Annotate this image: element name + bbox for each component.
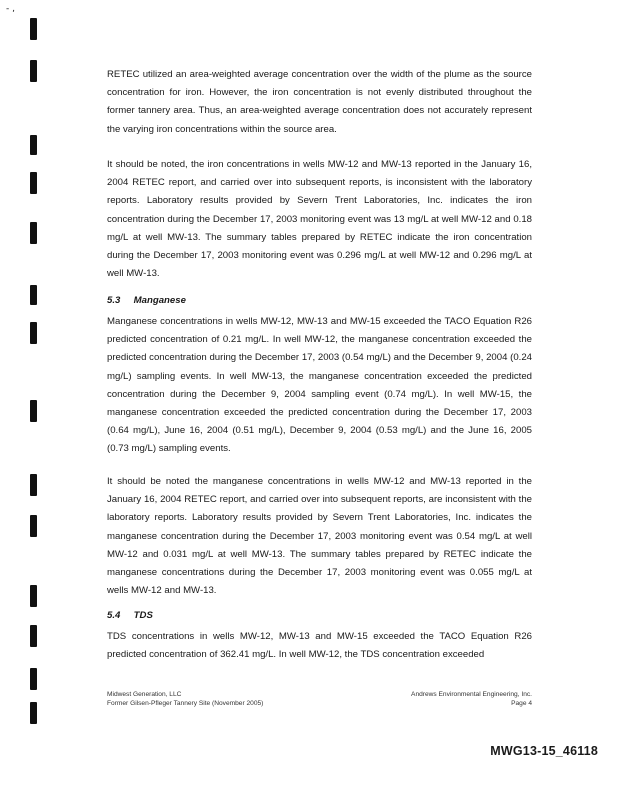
footer-page-number: Page 4 (511, 700, 532, 707)
footer-firm: Andrews Environmental Engineering, Inc. (411, 691, 532, 698)
footer-right (411, 690, 532, 708)
heading-manganese (107, 295, 186, 306)
binding-mark (30, 222, 37, 244)
binding-mark (30, 172, 37, 194)
binding-mark (30, 322, 37, 344)
binding-mark (30, 285, 37, 305)
binding-mark (30, 702, 37, 724)
paragraph-iron-inconsistency: It should be noted, the iron concentrations in wells MW-12 and MW-13 reported in the January 16, 2004 RETEC report, and carried over into subsequent reports, is inconsistent with the laboratory reports. Laboratory results provided by Severn Trent Laboratories, Inc. indicates the iron concentration during the December 17, 2003 monitoring event was 13 mg/L at well MW-12 and 0.18 mg/L at well MW-13. The summary tables prepared by RETEC indicate the iron concentration during the December 17, 2003 monitoring event was 0.296 mg/L at well MW-12 and 0.296 mg/L at well MW-13. (107, 159, 532, 280)
paragraph-manganese-exceedance: Manganese concentrations in wells MW-12, MW-13 and MW-15 exceeded the TACO Equation R26 predicted concentration of 0.21 mg/L. In well MW-12, the manganese concentration exceeded the predicted concentration during the December 17, 2003 (0.54 mg/L) and the December 9, 2004 (0.24 mg/L) sampling events. In well MW-13, the manganese concentration exceeded the predicted concentration during the December 9, 2004 sampling event (0.74 mg/L). In well MW-15, the manganese concentration exceeded the predicted concentration during the December 17, 2003 (0.64 mg/L), June 16, 2004 (0.51 mg/L), December 9, 2004 (0.53 mg/L) and the June 16, 2005 (0.73 mg/L) sampling events. (107, 316, 532, 455)
paragraph-manganese-inconsistency: It should be noted the manganese concentrations in wells MW-12 and MW-13 reported in the January 16, 2004 RETEC report, and carried over into subsequent reports, are inconsistent with the laboratory reports. Laboratory results provided by Severn Trent Laboratories, Inc. indicates the manganese concentration during the December 17, 2003 monitoring event was 0.54 mg/L at well MW-12 and 0.031 mg/L at well MW-13. The summary tables prepared by RETEC indicate the manganese concentrations during the December 17, 2003 monitoring event was 0.055 mg/L at wells MW-12 and MW-13. (107, 476, 532, 597)
binding-mark (30, 18, 37, 40)
bates-number: MWG13-15_46118 (490, 744, 598, 758)
paragraph-iron-area-weighted: RETEC utilized an area-weighted average concentration over the width of the plume as the source concentration for iron. However, the iron concentration is not evenly distributed throughout the former tannery area. Thus, an area-weighted average concentration does not accurately represent the varying iron concentrations within the source area. (107, 69, 532, 135)
heading-title: Manganese (133, 295, 186, 306)
heading-number: 5.3 (107, 295, 121, 306)
binding-mark (30, 668, 37, 690)
binding-mark (30, 625, 37, 647)
binding-mark (30, 474, 37, 496)
heading-title: TDS (133, 610, 153, 621)
footer-company: Midwest Generation, LLC (107, 691, 182, 698)
binding-mark (30, 60, 37, 82)
binding-mark (30, 135, 37, 155)
paragraph-tds-exceedance: TDS concentrations in wells MW-12, MW-13 and MW-15 exceeded the TACO Equation R26 predicted concentration of 362.41 mg/L. In well MW-12, the TDS concentration exceeded (107, 631, 532, 661)
heading-tds (107, 610, 153, 621)
footer-site: Former Gilsen-Pfleger Tannery Site (November 2005) (107, 700, 264, 707)
binding-mark (30, 515, 37, 537)
binding-mark (30, 400, 37, 422)
heading-number: 5.4 (107, 610, 121, 621)
binding-mark (30, 585, 37, 607)
scan-corner-mark: - , (6, 4, 15, 14)
footer-left (107, 690, 263, 708)
